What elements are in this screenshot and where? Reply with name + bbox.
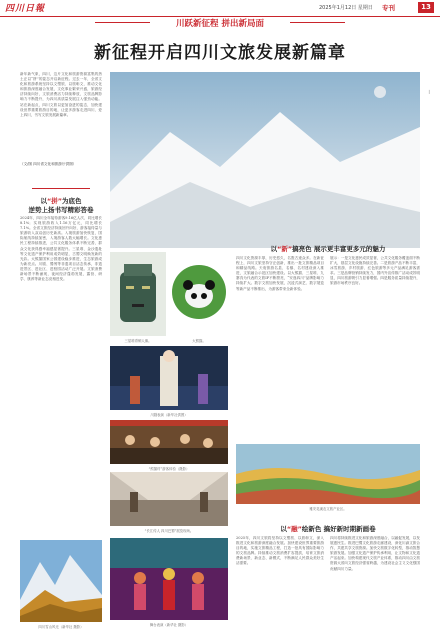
stage-caption: 舞台表演（新华社 摄影） — [149, 623, 189, 627]
market-illustration — [110, 420, 228, 464]
section-heading-1-line2: 逆势上扬书写精彩答卷 — [28, 206, 94, 214]
section-heading-prefix: 以 — [40, 197, 47, 205]
snow-mountain-photo — [110, 72, 420, 248]
stage-photo — [110, 538, 228, 620]
stage-illustration — [110, 538, 228, 620]
opera-caption: 川剧表演（新华社供图） — [150, 413, 188, 417]
bronze-mask-photo — [110, 252, 166, 336]
page-number: 13 — [418, 2, 434, 13]
left-column-text: 2024年，四川全年接待游客9.16亿人次，同比增长8.1%；实现旅游收入1.16万亿元，同比增长7.1%。全省文旅经济持续回升向好，游客接待量与旅游收入双双创历史新高。入境旅游加快恢复，国际航线持续加密，入境游客人数大幅增长。文化惠民工程持续推进，公共文化服务体系不断完善，群众文化获得感幸福感显著提升。三星堆、金沙遗址等文化遗产保护利用成效明显，古蜀文明焕发新的光彩。大熊猫国家公园建设稳步推进，生态旅游成为新亮点。川剧、蜀绣等非遗项目活态传承，非遗进景区、进社区、进校园活动广泛开展。文旅消费新场景不断涌现，夜间经济蓬勃发展，露营、研学、康养等新业态竞相迸发。 — [20, 216, 102, 282]
museum-illustration — [110, 472, 228, 526]
middle-column-text: 四川文化资源丰厚，历史悠久，名胜古迹众多。在新征程上，四川文旅坚持守正创新，推出一批文旅精品项目和精品线路。天府旅游名县、名镇、名村建设深入推进，文旅融合示范区加快建设。以大熊猫、三星堆、九寨沟为代表的文旅IP不断擦亮，“安逸四川”品牌影响力持续扩大。数字文旅加快发展，沉浸式演艺、数字展览等新产品不断推出，为游客带来全新体验。 — [236, 256, 324, 291]
intro-text: 新年新气象，四川，这片文化和旅游资源富集的热土正以“拼”的姿态开启新征程。过去一年，全省文化和旅游系统坚持以文塑旅、以旅彰文，推动文化和旅游深度融合发展，文化事业繁荣兴盛，旅游经济持续向好，文旅消费活力持续释放，文旅品牌影响力不断提升，为四川高质量发展注入强劲动能。站在新起点，四川文旅以更加奋进的姿态，加快建设世界重要旅游目的地，让更多游客走进四川、爱上四川，书写文旅发展新篇章。 — [20, 72, 102, 117]
section-heading-prefix: 以 — [280, 525, 287, 533]
headline: 新征程开启四川文旅发展新篇章 — [94, 43, 346, 63]
section-heading-suffix: 绘新色 搞好新时期新画卷 — [301, 525, 376, 533]
masthead — [0, 0, 440, 17]
bottom-right-column-text: 四川将持续推进文化和旅游深度融合，以融促发展，以发展惠民生。推进巴蜀文化旅游走廊建设，深化川渝文旅合作，共建共享文旅资源。加快文旅数字化转型，推动智慧旅游发展。加强文化遗产保护传承利用，让文物和文化遗产活起来。加快构建现代文旅产业体系，推动四川由文旅资源大省向文旅经济强省跨越，为建设社会主义文化强国贡献四川力量。 — [330, 536, 420, 571]
banner-rule-left — [95, 22, 153, 23]
mountain-caption: 四川雪山风光（新华社 摄影） — [38, 625, 84, 629]
section-heading-key: “融” — [286, 525, 302, 533]
side-caption: ▕ — [426, 90, 430, 94]
bronze-mask-illustration — [110, 252, 166, 336]
section-heading-3 — [236, 524, 420, 533]
opera-photo — [110, 346, 228, 410]
section-heading-key: “新” — [277, 245, 293, 253]
bronze-caption: 三星堆青铜人像。 — [124, 339, 152, 343]
mountain-illustration — [20, 540, 102, 622]
right-column-text: 展示：一是文化惠民成效显著，公共文化服务覆盖面不断扩大，基层文化设施持续完善。二是旅游产品不断丰富，冰雪旅游、乡村旅游、红色旅游等多元产品满足游客需求。三是品牌营销持续发力，国内外宣传推广活动成效明显，四川旅游吸引力显著增强。四是服务质量持续提升，旅游市场秩序良好。 — [330, 256, 420, 286]
section-label: 专刊 — [382, 4, 395, 12]
section-heading-2 — [236, 244, 420, 253]
bottom-left-column-text: 2025年，四川文旅将坚持以文塑旅、以旅彰文，深入推进文化和旅游深度融合发展。加快建设世界重要旅游目的地，实施文旅精品工程，打造一批具有国际影响力的文旅品牌。持续推动文旅消费扩容提质，培育文旅消费新场景、新业态、新模式，不断满足人民群众美好生活需要。 — [236, 536, 324, 566]
market-photo — [110, 420, 228, 464]
museum-photo — [110, 472, 228, 526]
section-heading-key: “拼” — [46, 197, 63, 205]
issue-date: 2025年1月12日 星期日 — [319, 5, 373, 11]
panda-photo — [170, 252, 228, 336]
terraces-illustration — [236, 444, 420, 504]
banner-title: 川跃新征程 拼出新局面 — [150, 17, 290, 29]
source-note: （文/图 四川省文化和旅游厅供图） — [20, 162, 77, 166]
market-caption: “熊猫村”游客体验（摄影） — [148, 467, 190, 471]
banner-rule-right — [287, 22, 345, 23]
panda-caption: 大熊猫。 — [192, 339, 206, 343]
museum-caption: “长江传人 四川巴蜀”展览现场。 — [144, 529, 194, 533]
opera-illustration — [110, 346, 228, 410]
banner — [0, 17, 440, 28]
panda-illustration — [170, 252, 228, 336]
section-divider — [32, 188, 90, 189]
mountain-photo — [20, 540, 102, 622]
section-heading-suffix: 为底色 — [62, 197, 82, 205]
terraces-photo — [236, 444, 420, 504]
section-heading-prefix: 以 — [270, 245, 278, 253]
section-heading-1 — [20, 196, 102, 205]
section-heading-suffix: 搞亮色 展示更丰富更多元的魅力 — [292, 245, 386, 253]
newspaper-logo: 四川日報 — [5, 4, 46, 14]
snow-landscape-illustration — [110, 72, 420, 248]
terraces-caption: 雅安花溪农文旅产业区。 — [309, 507, 347, 511]
